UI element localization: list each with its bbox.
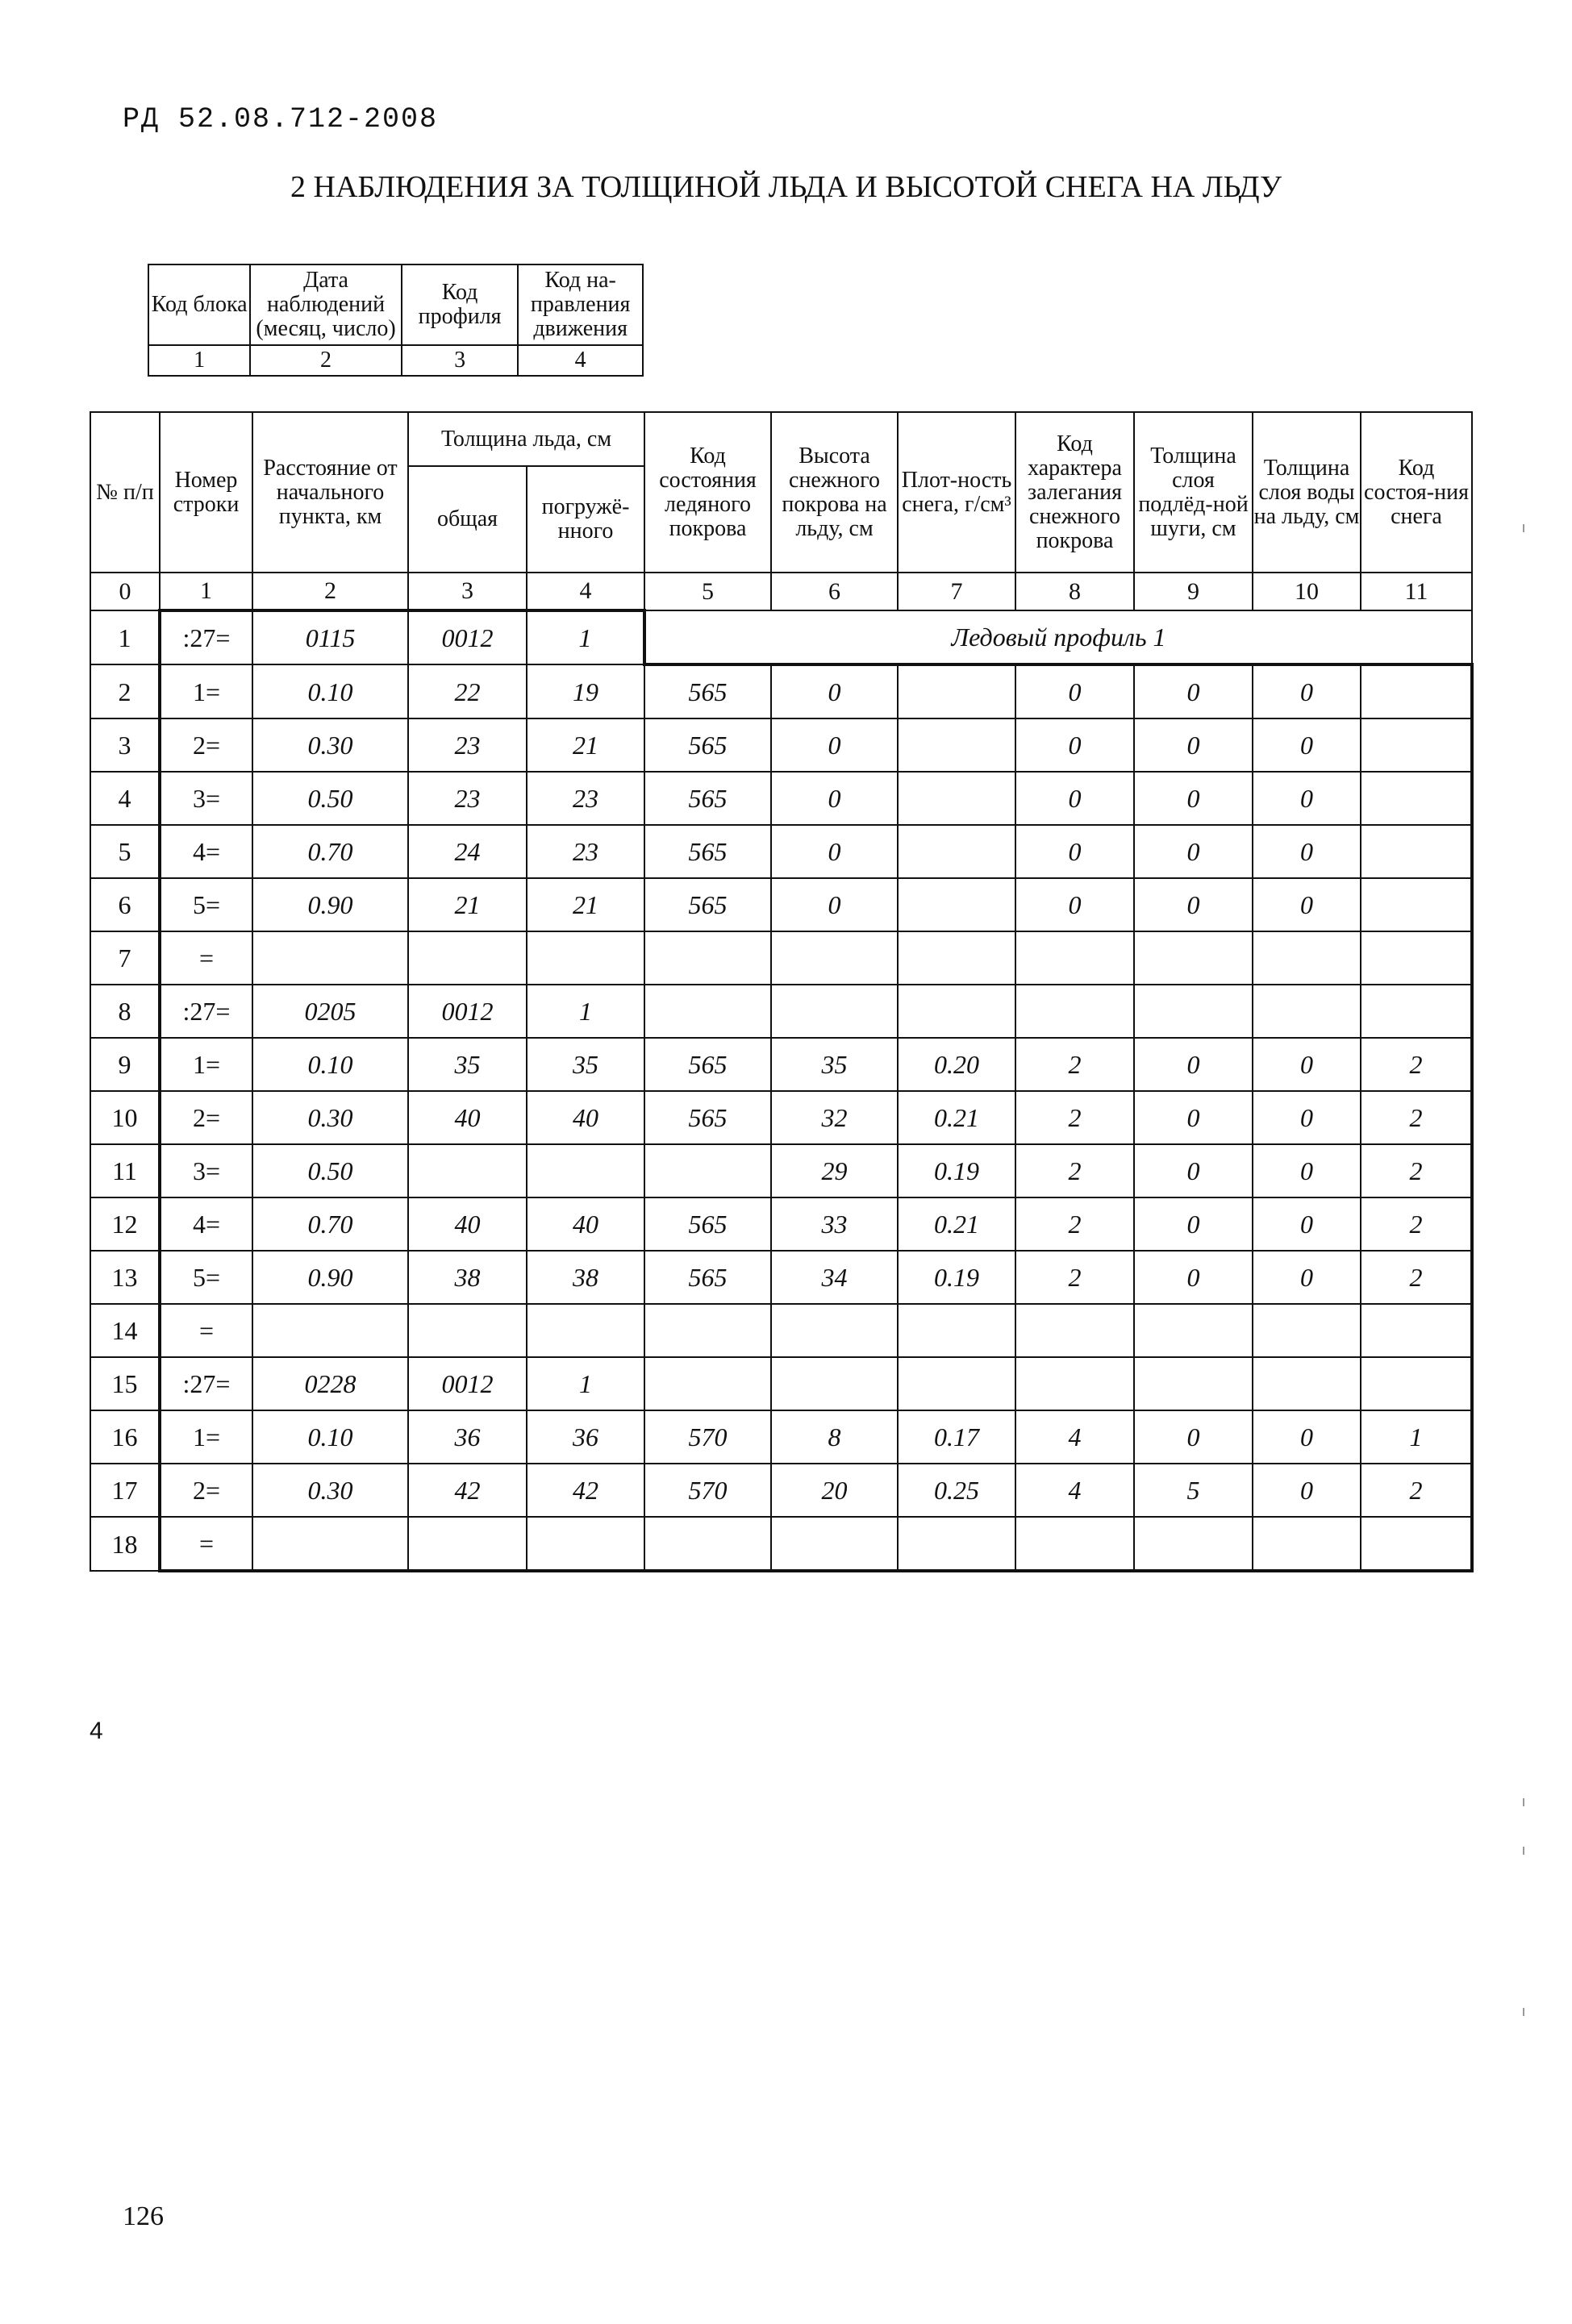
table-cell [644, 931, 771, 985]
table-cell: 2= [160, 1091, 252, 1144]
table-cell: 0 [1134, 1197, 1253, 1251]
table-row [90, 1304, 1472, 1357]
table-cell: 0.90 [252, 1251, 408, 1304]
table-cell [1361, 878, 1472, 931]
table-cell [1015, 1517, 1134, 1571]
table-cell: 1= [160, 1410, 252, 1464]
table-cell [1015, 1357, 1134, 1410]
page-label: 4 [90, 1718, 103, 1744]
table-cell [1361, 985, 1472, 1038]
table-cell: 42 [527, 1464, 644, 1517]
table-cell [1361, 1357, 1472, 1410]
table-cell: 0115 [252, 610, 408, 664]
header-block-code: Код блока [148, 264, 250, 345]
table-cell: 38 [527, 1251, 644, 1304]
table-cell: 36 [527, 1410, 644, 1464]
table-cell: 0 [1015, 878, 1134, 931]
table-cell [1253, 931, 1361, 985]
block-header-table [148, 264, 644, 377]
table-cell: = [160, 931, 252, 985]
table-cell: 0 [1253, 1197, 1361, 1251]
table-row [90, 985, 1472, 1038]
page-title: 2 НАБЛЮДЕНИЯ ЗА ТОЛЩИНОЙ ЛЬДА И ВЫСОТОЙ СНЕГА НА ЛЬДУ [290, 170, 1282, 204]
table-cell: 0 [1134, 1038, 1253, 1091]
row-number-cell: 15 [90, 1357, 160, 1410]
table-cell: 29 [771, 1144, 898, 1197]
table-cell: 0 [1253, 878, 1361, 931]
column-index: 8 [1015, 573, 1134, 610]
row-number-cell: 13 [90, 1251, 160, 1304]
col-header-distance: Расстояние от начального пункта, км [252, 412, 408, 573]
scan-mark [1523, 1798, 1524, 1806]
table-cell: 19 [527, 664, 644, 718]
table-cell: 0 [1134, 1144, 1253, 1197]
table-cell: 2 [1361, 1251, 1472, 1304]
table-cell: 0012 [408, 1357, 527, 1410]
table-cell: 0.20 [898, 1038, 1015, 1091]
row-number-cell: 10 [90, 1091, 160, 1144]
table-cell [1253, 1304, 1361, 1357]
col-header-water: Толщина слоя воды на льду, см [1253, 412, 1361, 573]
table-cell: 0.25 [898, 1464, 1015, 1517]
col-header-snow-character: Код характера залегания снежного покрова [1015, 412, 1134, 573]
header-profile-code: Код профиля [402, 264, 519, 345]
table-cell: 0 [1253, 772, 1361, 825]
table-cell [527, 1304, 644, 1357]
table-cell [898, 664, 1015, 718]
table-cell: 2= [160, 1464, 252, 1517]
table-cell [408, 1517, 527, 1571]
table-cell: 0 [1134, 664, 1253, 718]
row-number-cell: 16 [90, 1410, 160, 1464]
table-cell [644, 1357, 771, 1410]
table-cell [1015, 931, 1134, 985]
table-cell [771, 931, 898, 985]
table-cell: 0 [1253, 1251, 1361, 1304]
table-cell: 23 [527, 772, 644, 825]
table-cell: 0 [1253, 718, 1361, 772]
table-row [90, 1357, 1472, 1410]
table-cell: 0 [1015, 772, 1134, 825]
header-index: 1 [148, 345, 250, 376]
row-number-cell: 12 [90, 1197, 160, 1251]
table-cell: 0 [1253, 1091, 1361, 1144]
table-cell: 21 [527, 718, 644, 772]
header-index: 3 [402, 345, 519, 376]
table-cell: 5= [160, 878, 252, 931]
table-cell: 36 [408, 1410, 527, 1464]
row-number-cell: 7 [90, 931, 160, 985]
table-cell: 0 [1253, 1144, 1361, 1197]
table-cell [771, 1304, 898, 1357]
table-cell: 570 [644, 1464, 771, 1517]
table-cell: 1 [527, 610, 644, 664]
table-cell: 0012 [408, 610, 527, 664]
table-cell: 32 [771, 1091, 898, 1144]
table-cell: 0.21 [898, 1091, 1015, 1144]
table-cell: 1 [527, 1357, 644, 1410]
table-cell: 0205 [252, 985, 408, 1038]
page-number: 126 [123, 2201, 164, 2231]
header-index: 2 [250, 345, 402, 376]
column-index: 3 [408, 573, 527, 610]
table-cell: 0 [1015, 664, 1134, 718]
table-cell: = [160, 1304, 252, 1357]
ice-thickness-table [90, 411, 1474, 1572]
row-number-cell: 6 [90, 878, 160, 931]
table-cell: 1= [160, 1038, 252, 1091]
table-cell: 0 [1253, 1464, 1361, 1517]
table-cell: 0 [1253, 825, 1361, 878]
column-index: 2 [252, 573, 408, 610]
table-cell [771, 1517, 898, 1571]
table-cell: = [160, 1517, 252, 1571]
table-cell: 565 [644, 1038, 771, 1091]
table-cell [898, 772, 1015, 825]
table-cell: 35 [527, 1038, 644, 1091]
table-cell: 0.50 [252, 772, 408, 825]
table-cell: 20 [771, 1464, 898, 1517]
table-cell: 1= [160, 664, 252, 718]
table-cell: 3= [160, 772, 252, 825]
table-cell: 21 [408, 878, 527, 931]
table-cell: 2 [1015, 1251, 1134, 1304]
table-cell [644, 1144, 771, 1197]
table-row [90, 1517, 1472, 1571]
table-cell [1361, 718, 1472, 772]
column-index: 1 [160, 573, 252, 610]
table-cell: 24 [408, 825, 527, 878]
table-cell [898, 825, 1015, 878]
table-cell [1134, 931, 1253, 985]
row-number-cell: 2 [90, 664, 160, 718]
table-cell [252, 931, 408, 985]
table-cell: 1 [527, 985, 644, 1038]
scan-mark [1523, 1847, 1524, 1855]
table-cell: 0 [771, 825, 898, 878]
table-row [90, 1410, 1472, 1464]
header-date: Дата наблюдений (месяц, число) [250, 264, 402, 345]
col-header-slush: Толщина слоя подлёд-ной шуги, см [1134, 412, 1253, 573]
table-cell [1253, 1517, 1361, 1571]
table-cell [898, 985, 1015, 1038]
table-cell: 565 [644, 878, 771, 931]
table-cell [1134, 1304, 1253, 1357]
table-cell [252, 1304, 408, 1357]
scan-mark [1523, 524, 1524, 532]
table-cell: 35 [771, 1038, 898, 1091]
table-cell: 0 [1253, 664, 1361, 718]
table-row [90, 1464, 1472, 1517]
col-header-ice-thickness: Толщина льда, см [408, 412, 644, 466]
header-index: 4 [518, 345, 643, 376]
column-index: 9 [1134, 573, 1253, 610]
table-cell [644, 1304, 771, 1357]
table-cell: :27= [160, 610, 252, 664]
table-cell: 2 [1361, 1144, 1472, 1197]
table-cell: 0.17 [898, 1410, 1015, 1464]
table-cell: 0012 [408, 985, 527, 1038]
table-cell: 2 [1015, 1197, 1134, 1251]
table-cell [1361, 664, 1472, 718]
table-cell: 4= [160, 1197, 252, 1251]
row-number-cell: 9 [90, 1038, 160, 1091]
table-cell: 565 [644, 1091, 771, 1144]
table-cell [898, 878, 1015, 931]
table-cell: :27= [160, 1357, 252, 1410]
table-cell [771, 985, 898, 1038]
row-number-cell: 3 [90, 718, 160, 772]
col-header-snow-density: Плот-ность снега, г/см³ [898, 412, 1015, 573]
table-cell: 22 [408, 664, 527, 718]
table-row [90, 1091, 1472, 1144]
col-header-ice-state: Код состояния ледяного покрова [644, 412, 771, 573]
table-row [90, 718, 1472, 772]
column-index: 10 [1253, 573, 1361, 610]
table-cell: 21 [527, 878, 644, 931]
table-cell [1015, 985, 1134, 1038]
header-direction-code: Код на-правления движения [518, 264, 643, 345]
table-cell: 0 [771, 664, 898, 718]
table-cell: 8 [771, 1410, 898, 1464]
column-index: 0 [90, 573, 160, 610]
table-cell [898, 1357, 1015, 1410]
table-cell: 0 [1015, 825, 1134, 878]
table-cell: 0.30 [252, 718, 408, 772]
table-cell: 23 [408, 772, 527, 825]
table-cell: 2 [1015, 1144, 1134, 1197]
table-cell: 23 [527, 825, 644, 878]
row-number-cell: 11 [90, 1144, 160, 1197]
table-cell: 40 [408, 1091, 527, 1144]
table-cell [408, 931, 527, 985]
table-cell: 40 [408, 1197, 527, 1251]
table-cell: 35 [408, 1038, 527, 1091]
table-cell [1253, 1357, 1361, 1410]
table-row [90, 1144, 1472, 1197]
col-header-ice-total: общая [408, 466, 527, 573]
table-cell: 0.70 [252, 825, 408, 878]
table-row [90, 825, 1472, 878]
table-cell: 0 [1134, 878, 1253, 931]
table-cell: 4 [1015, 1410, 1134, 1464]
table-cell [1134, 985, 1253, 1038]
column-index: 6 [771, 573, 898, 610]
table-cell: 0.70 [252, 1197, 408, 1251]
table-cell [1253, 985, 1361, 1038]
table-cell: 565 [644, 664, 771, 718]
table-cell: 565 [644, 718, 771, 772]
table-cell: 0.19 [898, 1251, 1015, 1304]
table-cell: :27= [160, 985, 252, 1038]
table-cell: 0 [771, 878, 898, 931]
table-cell [1134, 1357, 1253, 1410]
table-cell: 2 [1361, 1091, 1472, 1144]
column-index: 4 [527, 573, 644, 610]
table-cell: 0 [1134, 1251, 1253, 1304]
column-index: 11 [1361, 573, 1472, 610]
table-cell [898, 931, 1015, 985]
table-cell: 565 [644, 1197, 771, 1251]
row-number-cell: 18 [90, 1517, 160, 1571]
table-cell: 5= [160, 1251, 252, 1304]
table-cell: 565 [644, 825, 771, 878]
table-cell: 0.90 [252, 878, 408, 931]
table-cell [898, 1304, 1015, 1357]
table-cell [1361, 1517, 1472, 1571]
table-cell: 2= [160, 718, 252, 772]
table-row [90, 772, 1472, 825]
table-cell: 42 [408, 1464, 527, 1517]
table-cell [1361, 931, 1472, 985]
row-number-cell: 14 [90, 1304, 160, 1357]
table-cell: 2 [1015, 1038, 1134, 1091]
col-header-ice-submerged: погружё-нного [527, 466, 644, 573]
table-cell: 4 [1015, 1464, 1134, 1517]
row-number-cell: 17 [90, 1464, 160, 1517]
table-row [90, 1251, 1472, 1304]
table-cell: 0 [1134, 772, 1253, 825]
table-cell [644, 1517, 771, 1571]
scan-mark [1523, 2008, 1524, 2016]
table-cell: 0 [1253, 1038, 1361, 1091]
table-row [90, 1197, 1472, 1251]
table-cell [644, 985, 771, 1038]
table-row [90, 931, 1472, 985]
table-row [90, 878, 1472, 931]
table-cell: 34 [771, 1251, 898, 1304]
table-cell: 570 [644, 1410, 771, 1464]
table-cell: 0 [1134, 1410, 1253, 1464]
profile-label: Ледовый профиль 1 [644, 610, 1472, 664]
table-cell: 0 [1134, 1091, 1253, 1144]
document-code: РД 52.08.712-2008 [123, 103, 439, 135]
table-cell: 0.21 [898, 1197, 1015, 1251]
table-row [90, 610, 1472, 664]
table-cell: 2 [1361, 1197, 1472, 1251]
table-cell [408, 1304, 527, 1357]
table-cell [771, 1357, 898, 1410]
table-cell [527, 1517, 644, 1571]
table-cell: 0.50 [252, 1144, 408, 1197]
table-cell: 0228 [252, 1357, 408, 1410]
table-cell: 0 [1015, 718, 1134, 772]
table-cell [1361, 825, 1472, 878]
table-cell: 4= [160, 825, 252, 878]
column-index: 7 [898, 573, 1015, 610]
col-header-snow-height: Высота снежного покрова на льду, см [771, 412, 898, 573]
table-cell [1134, 1517, 1253, 1571]
row-number-cell: 1 [90, 610, 160, 664]
table-cell: 0.30 [252, 1464, 408, 1517]
table-cell: 0 [771, 772, 898, 825]
table-cell: 565 [644, 1251, 771, 1304]
table-cell [1015, 1304, 1134, 1357]
table-cell [527, 1144, 644, 1197]
table-row [90, 1038, 1472, 1091]
table-cell [1361, 1304, 1472, 1357]
table-cell: 5 [1134, 1464, 1253, 1517]
col-header-number: № п/п [90, 412, 160, 573]
table-cell: 2 [1015, 1091, 1134, 1144]
table-cell [408, 1144, 527, 1197]
col-header-row-number: Номер строки [160, 412, 252, 573]
table-cell: 1 [1361, 1410, 1472, 1464]
table-cell [898, 718, 1015, 772]
column-index: 5 [644, 573, 771, 610]
row-number-cell: 8 [90, 985, 160, 1038]
table-cell [1361, 772, 1472, 825]
table-cell [898, 1517, 1015, 1571]
table-cell: 0 [1253, 1410, 1361, 1464]
row-number-cell: 5 [90, 825, 160, 878]
table-cell: 40 [527, 1091, 644, 1144]
table-cell: 0 [771, 718, 898, 772]
table-cell: 2 [1361, 1038, 1472, 1091]
table-cell: 0.30 [252, 1091, 408, 1144]
table-cell: 0 [1134, 825, 1253, 878]
table-cell [527, 931, 644, 985]
table-cell: 23 [408, 718, 527, 772]
table-cell: 0.19 [898, 1144, 1015, 1197]
table-cell: 33 [771, 1197, 898, 1251]
table-cell: 0.10 [252, 1410, 408, 1464]
table-cell: 3= [160, 1144, 252, 1197]
table-cell: 38 [408, 1251, 527, 1304]
table-cell: 2 [1361, 1464, 1472, 1517]
table-cell: 40 [527, 1197, 644, 1251]
table-row [90, 664, 1472, 718]
table-cell: 0.10 [252, 664, 408, 718]
table-cell [252, 1517, 408, 1571]
row-number-cell: 4 [90, 772, 160, 825]
col-header-snow-state: Код состоя-ния снега [1361, 412, 1472, 573]
table-cell: 0.10 [252, 1038, 408, 1091]
table-cell: 565 [644, 772, 771, 825]
table-cell: 0 [1134, 718, 1253, 772]
